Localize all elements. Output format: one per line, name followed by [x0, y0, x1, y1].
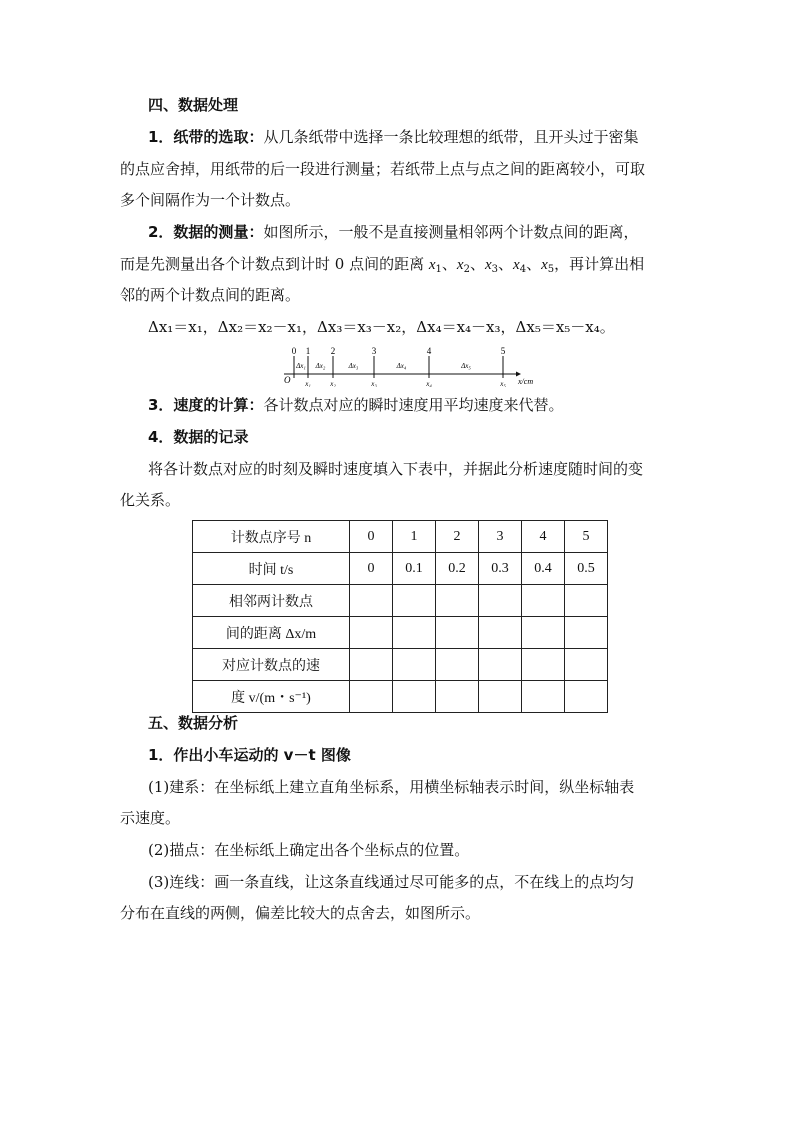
- table-row-dx-1: [193, 585, 608, 617]
- n-cell: 3: [479, 521, 522, 553]
- t-cell: 0.5: [565, 553, 608, 585]
- x4-sub: 4: [519, 264, 527, 275]
- empty-cell: [393, 681, 436, 713]
- x3-sub: 3: [491, 264, 499, 275]
- item-2-text-1: 如图所示，一般不是直接测量相邻两个计数点间的距离，: [263, 223, 639, 241]
- empty-cell: [565, 681, 608, 713]
- tape-count-label-5: 5: [500, 347, 506, 356]
- section-5-heading: 五、数据分析: [148, 714, 239, 732]
- empty-cell: [393, 617, 436, 649]
- item-4-label: 4．数据的记录: [148, 428, 249, 446]
- t-cell: 0.3: [479, 553, 522, 585]
- item-2-line-1: [148, 225, 638, 240]
- tape-position-label-5: x₅: [500, 380, 506, 387]
- tape-diagram: [282, 347, 544, 387]
- data-table: [192, 520, 608, 713]
- sep-2: 、: [469, 255, 485, 273]
- x1-var: x: [428, 257, 436, 273]
- n-cell: 5: [565, 521, 608, 553]
- empty-cell: [479, 617, 522, 649]
- n-cell: 4: [522, 521, 565, 553]
- t-cell: 0.4: [522, 553, 565, 585]
- row-t-label: 时间 t/s: [193, 553, 350, 585]
- section-4-heading: 四、数据处理: [148, 96, 239, 114]
- tape-delta-label-2: Δx₂: [315, 362, 326, 370]
- empty-cell: [393, 649, 436, 681]
- tape-axis-arrow: [516, 372, 521, 377]
- tape-count-label-0: 0: [291, 347, 297, 356]
- item-2-text-2a: 而是先测量出各个计数点到计时 0 点间的距离: [120, 255, 429, 273]
- empty-cell: [565, 585, 608, 617]
- step-3-line-2: 分布在直线的两侧，偏差比较大的点舍去，如图所示。: [120, 904, 481, 922]
- item-4-line-2: 化关系。: [120, 491, 181, 509]
- tape-origin-label: O: [284, 375, 291, 385]
- section-5-item-1: 1．作出小车运动的 v－t 图像: [148, 746, 351, 764]
- empty-cell: [479, 649, 522, 681]
- tape-delta-label-3: Δx₃: [348, 362, 359, 370]
- item-2-line-2: [120, 257, 644, 277]
- tape-position-label-1: x₁: [305, 380, 311, 387]
- tape-position-label-3: x₃: [371, 380, 377, 387]
- tape-delta-label-4: Δx₄: [396, 362, 407, 370]
- x1-sub: 1: [435, 264, 442, 275]
- table-row-v-2: [193, 681, 608, 713]
- t-cell: 0.1: [393, 553, 436, 585]
- item-3-text: 各计数点对应的瞬时速度用平均速度来代替。: [263, 396, 564, 414]
- tape-position-label-2: x₂: [330, 380, 336, 387]
- empty-cell: [522, 617, 565, 649]
- empty-cell: [350, 585, 393, 617]
- tape-count-label-1: 1: [305, 347, 311, 356]
- table-row-t: [193, 553, 608, 585]
- tape-delta-label-1: Δx₁: [296, 362, 306, 370]
- empty-cell: [350, 681, 393, 713]
- item-2-text-2b: ，再计算出相: [554, 255, 645, 273]
- item-1-line-3: 多个间隔作为一个计数点。: [120, 191, 301, 209]
- item-1-label: 1．纸带的选取：: [148, 128, 264, 146]
- step-2-line: (2)描点：在坐标纸上确定出各个坐标点的位置。: [148, 841, 470, 859]
- x2-var: x: [456, 257, 464, 273]
- n-cell: 0: [350, 521, 393, 553]
- empty-cell: [436, 681, 479, 713]
- empty-cell: [350, 649, 393, 681]
- row-n-label: 计数点序号 n: [193, 521, 350, 553]
- tape-delta-label-5: Δx₅: [461, 362, 471, 370]
- empty-cell: [479, 585, 522, 617]
- empty-cell: [565, 617, 608, 649]
- tape-count-label-4: 4: [426, 347, 432, 356]
- row-dx-label-1: 相邻两计数点: [193, 585, 350, 617]
- item-3-label: 3．速度的计算：: [148, 396, 264, 414]
- table-row-dx-2: [193, 617, 608, 649]
- empty-cell: [436, 585, 479, 617]
- item-1-line-2: 的点应舍掉，用纸带的后一段进行测量；若纸带上点与点之间的距离较小，可取: [120, 160, 646, 178]
- x3-var: x: [484, 257, 492, 273]
- step-1-line-2: 示速度。: [120, 809, 181, 827]
- x2-sub: 2: [463, 264, 470, 275]
- item-2-line-3: 邻的两个计数点间的距离。: [120, 286, 301, 304]
- step-3-line-1: (3)连线：画一条直线，让这条直线通过尽可能多的点，不在线上的点均匀: [148, 873, 635, 891]
- n-cell: 2: [436, 521, 479, 553]
- row-dx-label-2: 间的距离 Δx/m: [193, 617, 350, 649]
- empty-cell: [522, 585, 565, 617]
- delta-formula: Δx₁＝x₁，Δx₂＝x₂－x₁，Δx₃＝x₃－x₂，Δx₄＝x₄－x₃，Δx₅＝x₅－x₄。: [148, 318, 615, 336]
- item-1-line-1: [148, 130, 638, 145]
- item-2-label: 2．数据的测量：: [148, 223, 264, 241]
- step-1-line-1: (1)建系：在坐标纸上建立直角坐标系，用横坐标轴表示时间，纵坐标轴表: [148, 778, 635, 796]
- x5-sub: 5: [547, 264, 555, 275]
- tape-count-label-2: 2: [330, 347, 336, 356]
- empty-cell: [479, 681, 522, 713]
- sep-3: 、: [498, 255, 514, 273]
- item-4-line-1: 将各计数点对应的时刻及瞬时速度填入下表中，并据此分析速度随时间的变: [148, 460, 644, 478]
- n-cell: 1: [393, 521, 436, 553]
- tape-axis-label: x/cm: [518, 377, 534, 386]
- sep-4: 、: [526, 255, 542, 273]
- empty-cell: [436, 617, 479, 649]
- table-row-v-1: [193, 649, 608, 681]
- row-v-label-1: 对应计数点的速: [193, 649, 350, 681]
- empty-cell: [436, 649, 479, 681]
- x4-var: x: [513, 257, 520, 273]
- tape-position-label-4: x₄: [426, 380, 432, 387]
- empty-cell: [393, 585, 436, 617]
- item-1-text-1: 从几条纸带中选择一条比较理想的纸带，且开头过于密集: [263, 128, 639, 146]
- row-v-label-2: 度 v/(m・s⁻¹): [193, 681, 350, 713]
- tape-count-label-3: 3: [371, 347, 377, 356]
- t-cell: 0.2: [436, 553, 479, 585]
- empty-cell: [565, 649, 608, 681]
- empty-cell: [350, 617, 393, 649]
- empty-cell: [522, 649, 565, 681]
- sep-1: 、: [441, 255, 457, 273]
- table-row-n: [193, 521, 608, 553]
- t-cell: 0: [350, 553, 393, 585]
- item-3-line: [148, 398, 563, 413]
- empty-cell: [522, 681, 565, 713]
- x5-var: x: [541, 257, 548, 273]
